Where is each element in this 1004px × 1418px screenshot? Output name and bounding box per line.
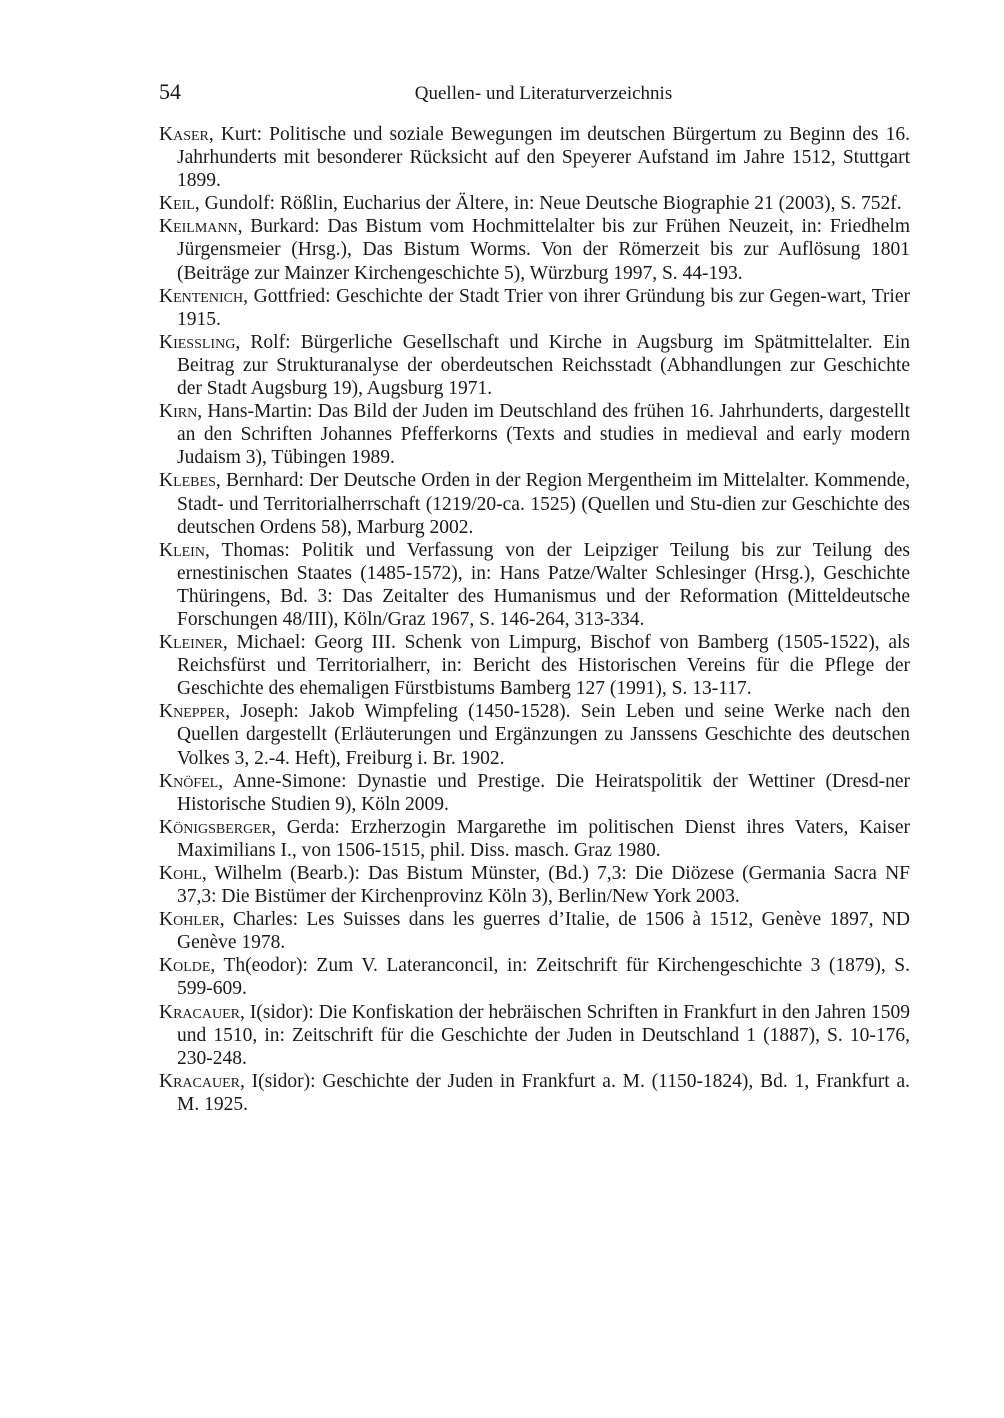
bibliography-entry [159,469,910,538]
bibliography-entry [159,1070,910,1116]
entry-author: Kracauer [159,1070,240,1092]
entry-author: Knepper [159,701,226,723]
entry-author: Klein [159,539,205,561]
running-title: Quellen- und Literaturverzeichnis [414,83,673,104]
entry-text: , Michael: Georg III. Schenk von Limpurg, Bischof von Bamberg (1505-1522), als Reichsfürst und Territorialherr, in: Bericht des Historischen Vereins für die Pflege der Geschichte des ehemaligen Fürstbistums Bamberg 127 (1991), S. 13-117. [177,632,910,700]
entry-author: Keil [159,193,195,215]
entry-text: , Thomas: Politik und Verfassung von der Leipziger Teilung bis zur Teilung des ernestinischen Staates (1485-1572), in: Hans Patze/Walter Schlesinger (Hrsg.), Geschichte Thüringens, Bd. 3: Das Zeitalter des Humanismus und der Reformation (Mitteldeutsche Forschungen 48/III), Köln/Graz 1967, S. 146-264, 313-334. [177,539,910,630]
entry-text: , Rolf: Bürgerliche Gesellschaft und Kirche in Augsburg im Spätmittelalter. Ein Beitrag zur Strukturanalyse der oberdeutschen Reichsstadt (Abhandlungen zur Geschichte der Stadt Augsburg 19), Augsburg 1971. [177,331,910,400]
entry-author: Kohler [159,909,220,931]
bibliography-entry [159,331,910,400]
bibliography-entry [159,816,910,862]
entry-author: Kirn [159,401,198,423]
bibliography-entry [159,862,910,908]
bibliography-entry [159,631,910,700]
entry-author: Klebes [159,470,216,492]
bibliography-entry [159,700,910,769]
entry-author: Kracauer [159,1001,240,1023]
entry-author: Kentenich [159,285,244,307]
bibliography-entry [159,123,910,192]
entry-author: Kiessling [159,331,236,353]
entry-author: Kaser [159,124,209,145]
entry-text: , I(sidor): Die Konfiskation der hebräischen Schriften in Frankfurt in den Jahren 1509 und 1510, in: Zeitschrift für die Geschichte der Juden in Deutschland 1 (1887), S. 10-176, 230-248. [177,1001,910,1069]
bibliography-entry [159,192,910,215]
page-number: 54 [159,79,181,104]
entry-text: , Joseph: Jakob Wimpfeling (1450-1528). Sein Leben und seine Werke nach den Quellen dargestellt (Erläuterungen und Ergänzungen zu Janssens Geschichte des deutschen Volkes 3, 2.-4. Heft), Freiburg i. Br. 1902. [177,701,910,769]
entry-text: , Gundolf: Rößlin, Eucharius der Ältere, in: Neue Deutsche Biographie 21 (2003), S. 752f. [194,193,902,215]
bibliography-entry [159,285,910,331]
bibliography-entry [159,215,910,284]
entry-text: , Burkard: Das Bistum vom Hochmittelalter bis zur Frühen Neuzeit, in: Friedhelm Jürgensmeier (Hrsg.), Das Bistum Worms. Von der Römerzeit bis zur Auflösung 1801 (Beiträge zur Mainzer Kirchengeschichte 5), Würzburg 1997, S. 44-193. [177,216,910,284]
entry-text: , Th(eodor): Zum V. Lateranconcil, in: Zeitschrift für Kirchengeschichte 3 (1879), S. 599-609. [177,955,910,1000]
entry-author: Königsberger [159,816,272,838]
entry-text: , Bernhard: Der Deutsche Orden in der Region Mergentheim im Mittelalter. Kommende, Stadt- und Territorialherrschaft (1219/20-ca. 1525) (Quellen und Stu-dien zur Geschichte des deutschen Ordens 58), Marburg 2002. [177,470,910,538]
entry-text: , Charles: Les Suisses dans les guerres d’Italie, de 1506 à 1512, Genève 1897, ND Genève 1978. [177,909,910,954]
bibliography-entry [159,1001,910,1070]
entry-author: Knöfel [159,770,219,792]
entry-author: Keilmann [159,216,238,238]
entry-author: Kolde [159,955,211,977]
entry-text: , Wilhelm (Bearb.): Das Bistum Münster, (Bd.) 7,3: Die Diözese (Germania Sacra NF 37,3: Die Bistümer der Kirchenprovinz Köln 3), Berlin/New York 2003. [177,863,910,908]
entry-text: , Hans-Martin: Das Bild der Juden im Deutschland des frühen 16. Jahrhunderts, dargestellt an den Schriften Johannes Pfefferkorns (Texts and studies in medieval and early modern Judaism 3), Tübingen 1989. [177,401,910,469]
entry-text: , I(sidor): Geschichte der Juden in Frankfurt a. M. (1150-1824), Bd. 1, Frankfurt a. M. 1925. [177,1070,910,1115]
entry-text: , Gerda: Erzherzogin Margarethe im politischen Dienst ihres Vaters, Kaiser Maximilians I., von 1506-1515, phil. Diss. masch. Graz 1980. [177,816,910,861]
bibliography-entry [159,908,910,954]
bibliography-entry [159,770,910,816]
bibliography-list [159,123,910,1116]
entry-author: Kleiner [159,632,223,654]
bibliography-entry [159,400,910,469]
bibliography-entry [159,954,910,1000]
entry-author: Kohl [159,863,202,884]
entry-text: , Kurt: Politische und soziale Bewegungen im deutschen Bürgertum zu Beginn des 16. Jahrhunderts mit besonderer Rücksicht auf den Speyerer Aufstand im Jahre 1512, Stuttgart 1899. [177,124,910,192]
entry-text: , Anne-Simone: Dynastie und Prestige. Die Heiratspolitik der Wettiner (Dresd-ner Historische Studien 9), Köln 2009. [177,770,910,815]
page-header [159,78,910,106]
bibliography-entry [159,539,910,631]
entry-text: , Gottfried: Geschichte der Stadt Trier von ihrer Gründung bis zur Gegen-wart, Trier 1915. [177,285,910,330]
